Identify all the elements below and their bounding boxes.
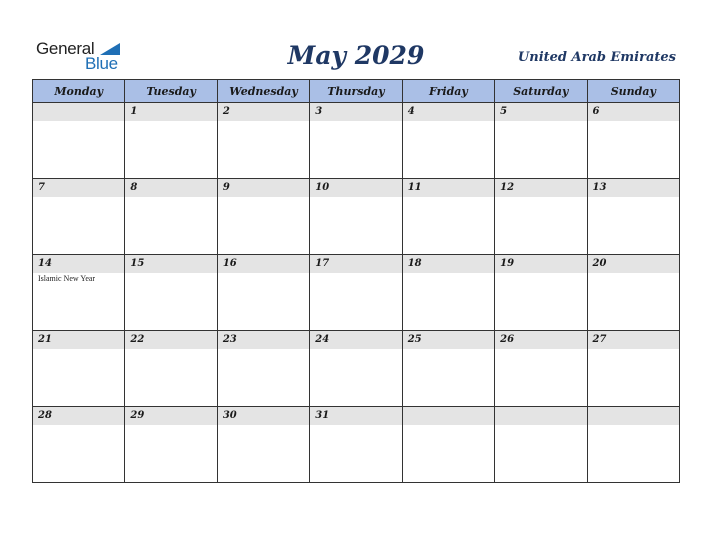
weekday-header-tuesday: Tuesday [125,80,217,103]
day-cell [125,179,217,255]
day-number: 4 [403,103,494,121]
weekday-header-saturday: Saturday [495,80,587,103]
day-number: 27 [588,331,679,349]
day-cell [310,255,402,331]
day-cell [125,103,217,179]
day-cell [587,103,679,179]
logo-text-blue: Blue [85,54,118,73]
day-number: 29 [125,407,216,425]
day-cell [33,255,125,331]
week-row [33,331,680,407]
day-number: 24 [310,331,401,349]
weekday-header-monday: Monday [33,80,125,103]
day-number: 13 [588,179,679,197]
weekday-header-row [33,80,680,103]
day-cell [495,407,587,483]
day-number: 14 [33,255,124,273]
day-number [588,407,679,425]
weekday-header-sunday: Sunday [587,80,679,103]
day-number: 2 [218,103,309,121]
day-number: 1 [125,103,216,121]
day-number [33,103,124,121]
day-number: 3 [310,103,401,121]
day-cell [495,331,587,407]
day-cell [33,179,125,255]
calendar-grid [32,79,680,483]
day-cell [217,179,309,255]
day-number: 16 [218,255,309,273]
day-cell [402,331,494,407]
weekday-header-wednesday: Wednesday [217,80,309,103]
day-number: 30 [218,407,309,425]
calendar-title: May 2029 [287,41,425,70]
day-cell [33,407,125,483]
day-number: 20 [588,255,679,273]
holiday-label: Islamic New Year [38,274,96,283]
day-number: 31 [310,407,401,425]
day-cell [495,179,587,255]
day-number [495,407,586,425]
weekday-header-thursday: Thursday [310,80,402,103]
day-cell [33,103,125,179]
day-number: 26 [495,331,586,349]
day-cell [217,331,309,407]
day-number: 25 [403,331,494,349]
week-row [33,179,680,255]
day-number: 11 [403,179,494,197]
day-cell [402,407,494,483]
day-cell [125,255,217,331]
day-cell [217,407,309,483]
logo-text-general: General [36,39,95,58]
day-cell [217,255,309,331]
day-cell [310,179,402,255]
generalblue-logo [36,40,136,74]
day-cell [217,103,309,179]
day-cell [310,103,402,179]
weekday-header-friday: Friday [402,80,494,103]
day-cell [402,255,494,331]
day-cell [125,331,217,407]
day-number: 21 [33,331,124,349]
day-number: 17 [310,255,401,273]
day-cell [33,331,125,407]
day-number: 12 [495,179,586,197]
day-number: 19 [495,255,586,273]
day-cell [495,255,587,331]
day-number: 5 [495,103,586,121]
day-cell [310,331,402,407]
day-cell [495,103,587,179]
day-cell [125,407,217,483]
week-row [33,103,680,179]
day-cell [402,179,494,255]
day-number: 28 [33,407,124,425]
week-row [33,407,680,483]
day-cell [587,255,679,331]
day-cell [402,103,494,179]
day-cell [310,407,402,483]
day-number: 8 [125,179,216,197]
day-number: 18 [403,255,494,273]
day-number: 23 [218,331,309,349]
day-number [403,407,494,425]
day-cell [587,407,679,483]
day-number: 10 [310,179,401,197]
day-number: 15 [125,255,216,273]
day-number: 6 [588,103,679,121]
day-number: 7 [33,179,124,197]
country-name: United Arab Emirates [517,50,676,65]
day-number: 9 [218,179,309,197]
day-cell [587,331,679,407]
day-number: 22 [125,331,216,349]
week-row [33,255,680,331]
day-cell [587,179,679,255]
